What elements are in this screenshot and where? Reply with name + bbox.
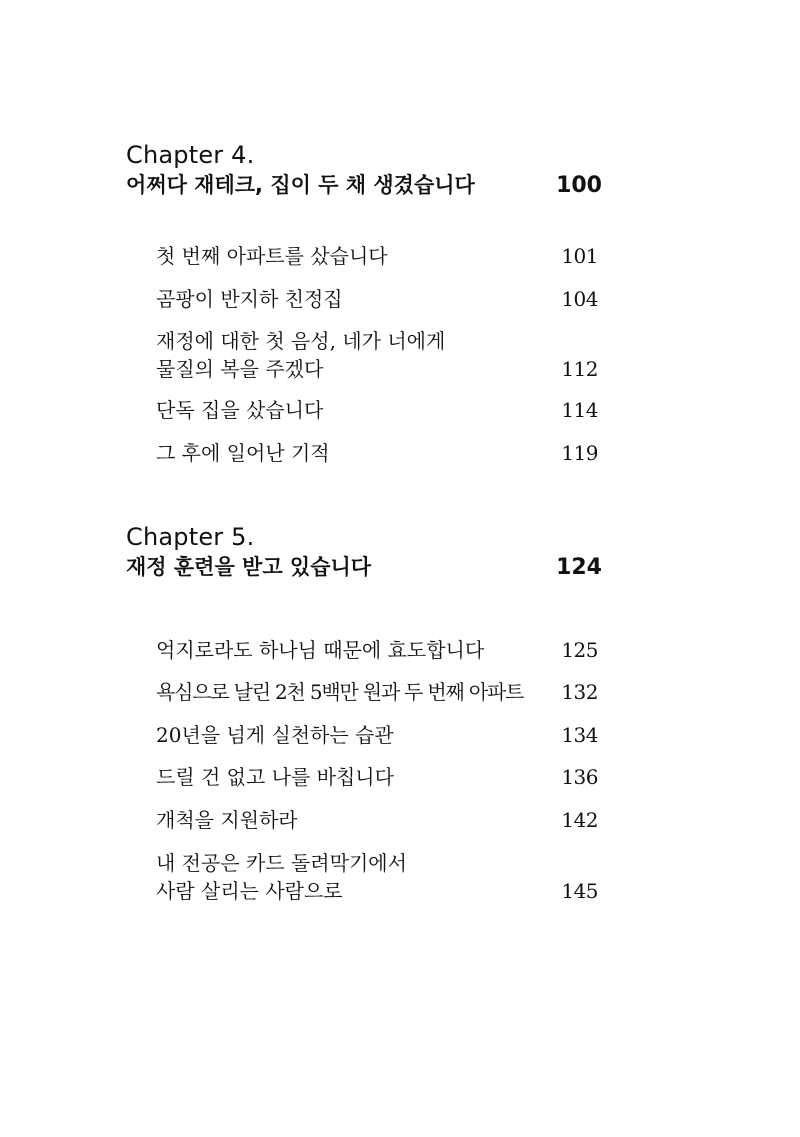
toc-entry[interactable]	[156, 285, 598, 313]
chapter-5-heading	[126, 522, 604, 583]
entry-page-number: 134	[561, 723, 598, 747]
entry-title: 20년을 넘게 실천하는 습관	[156, 723, 394, 747]
toc-entry[interactable]	[156, 439, 598, 467]
entry-page-number: 114	[561, 398, 598, 422]
toc-entry[interactable]	[156, 327, 598, 383]
entry-page-number: 104	[561, 287, 598, 311]
entry-title-line-2: 물질의 복을 주겠다	[156, 357, 324, 381]
entry-title: 단독 집을 샀습니다	[156, 398, 324, 422]
chapter-label: Chapter 4.	[126, 141, 255, 169]
toc-entry[interactable]	[156, 763, 598, 791]
chapter-title: 재정 훈련을 받고 있습니다	[126, 555, 372, 579]
entry-title: 욕심으로 날린 2천 5백만 원과 두 번째 아파트	[156, 680, 524, 704]
chapter-4-heading	[126, 140, 604, 201]
chapter-title: 어쩌다 재테크, 집이 두 채 생겼습니다	[126, 173, 475, 197]
toc-entry[interactable]	[156, 721, 598, 749]
entry-title: 그 후에 일어난 기적	[156, 441, 330, 465]
chapter-title-row[interactable]	[126, 170, 604, 201]
entry-page-number: 119	[561, 441, 598, 465]
chapter-page-number: 124	[556, 555, 602, 580]
entry-title: 첫 번째 아파트를 샀습니다	[156, 244, 388, 268]
chapter-title-row[interactable]	[126, 552, 604, 583]
entry-title: 개척을 지원하라	[156, 808, 298, 832]
entry-page-number: 145	[561, 879, 598, 903]
entry-page-number: 142	[561, 808, 598, 832]
entry-page-number: 132	[561, 680, 598, 704]
entry-page-number: 101	[561, 244, 598, 268]
entry-page-number: 136	[561, 765, 598, 789]
entry-title: 억지로라도 하나님 때문에 효도합니다	[156, 638, 485, 662]
toc-entry[interactable]	[156, 396, 598, 424]
toc-entry[interactable]	[156, 678, 598, 706]
entry-title-line-2: 사람 살리는 사람으로	[156, 879, 343, 903]
entry-page-number: 112	[561, 357, 598, 381]
toc-entry[interactable]	[156, 636, 598, 664]
toc-entry[interactable]	[156, 242, 598, 270]
chapter-label: Chapter 5.	[126, 523, 255, 551]
entry-title-line-1: 내 전공은 카드 돌려막기에서	[156, 851, 407, 875]
entry-title: 곰팡이 반지하 친정집	[156, 287, 343, 311]
entry-title-line-1: 재정에 대한 첫 음성, 네가 너에게	[156, 329, 446, 353]
toc-entry[interactable]	[156, 806, 598, 834]
chapter-page-number: 100	[556, 173, 602, 198]
entry-page-number: 125	[561, 638, 598, 662]
entry-title: 드릴 건 없고 나를 바칩니다	[156, 765, 394, 789]
toc-entry[interactable]	[156, 849, 598, 905]
